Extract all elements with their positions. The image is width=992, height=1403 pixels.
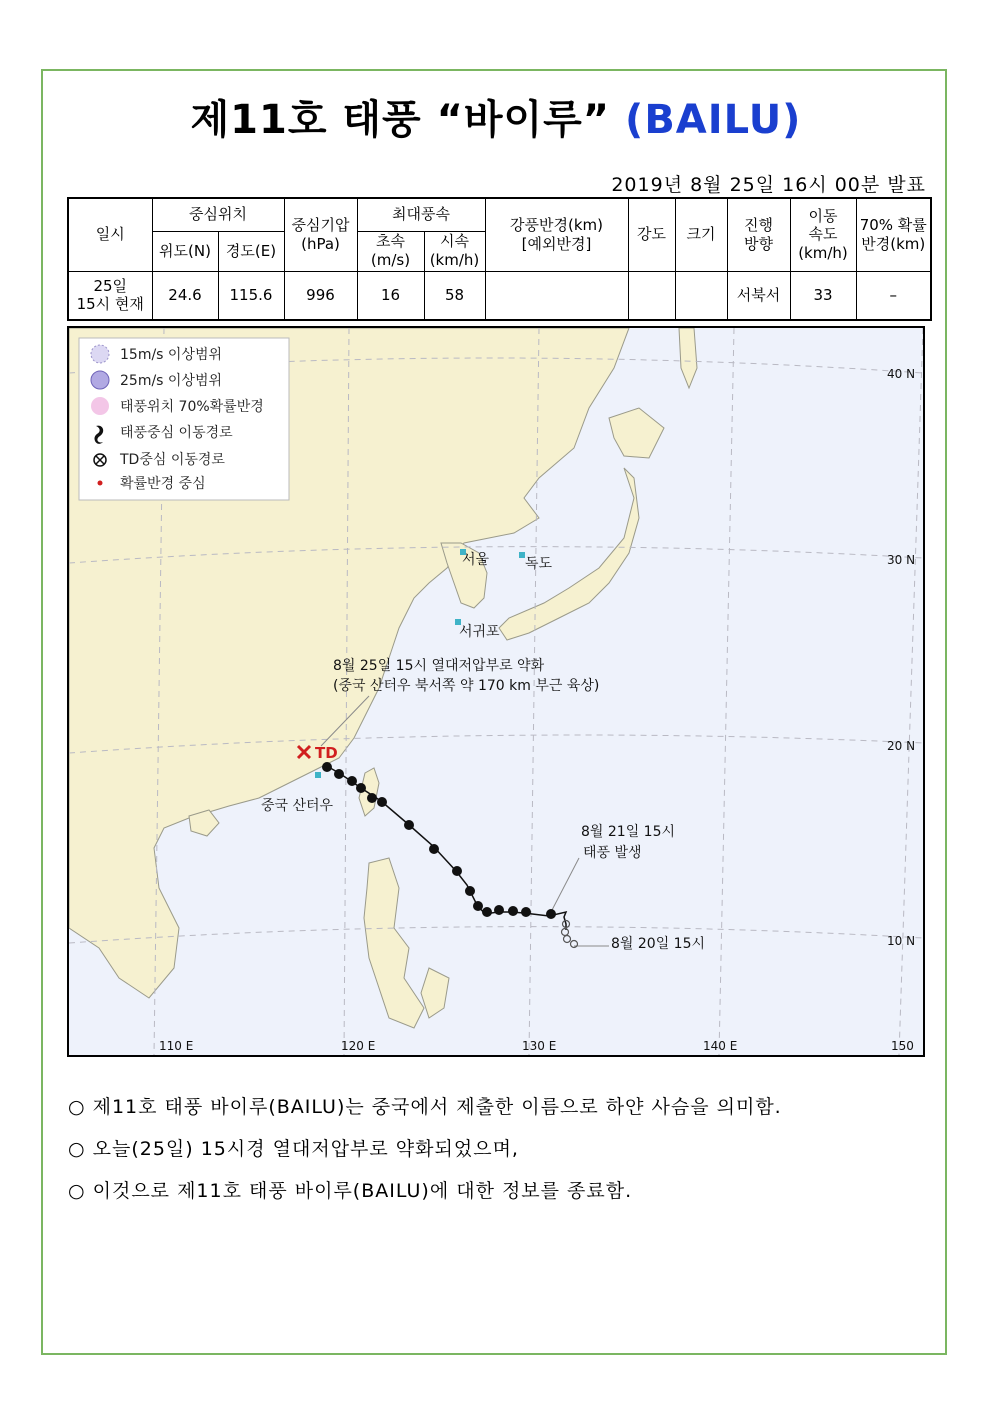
lon-label: 150 (891, 1039, 914, 1053)
cell-wind-kmh: 58 (424, 271, 485, 320)
lat-label: 30 N (887, 553, 916, 567)
typhoon-point (367, 793, 377, 803)
header-pressure: 중심기압 (hPa) (284, 198, 357, 271)
cell-direction: 서북서 (727, 271, 790, 320)
typhoon-point (482, 907, 492, 917)
page-title (0, 88, 992, 145)
shantou-marker (315, 772, 321, 778)
annotation-formation: 8월 21일 15시 (581, 824, 676, 840)
notes-list (68, 1092, 782, 1218)
typhoon-point (334, 769, 344, 779)
lon-label: 140 E (703, 1039, 738, 1053)
legend-label: 25m/s 이상범위 (120, 373, 223, 389)
typhoon-point (404, 820, 414, 830)
legend-label: 태풍중심 이동경로 (120, 425, 233, 441)
legend-label: 태풍위치 70%확률반경 (120, 399, 264, 415)
lon-label: 120 E (341, 1039, 376, 1053)
table-row (68, 271, 931, 320)
annotation-formation-label: 태풍 발생 (583, 845, 642, 861)
header-center: 중심위치 (152, 198, 284, 231)
typhoon-point (521, 907, 531, 917)
red-dot-icon (98, 481, 103, 486)
header-wind-kmh: 시속 (km/h) (424, 231, 485, 271)
cell-wind-ms: 16 (357, 271, 424, 320)
cell-longitude: 115.6 (218, 271, 284, 320)
header-intensity: 강도 (628, 198, 675, 271)
place-seoul: 서울 (462, 552, 490, 568)
typhoon-point (494, 905, 504, 915)
place-dokdo: 독도 (525, 556, 553, 572)
place-seogwipo: 서귀포 (459, 624, 500, 640)
cell-wind-radius (485, 271, 628, 320)
legend-label: 15m/s 이상범위 (120, 347, 223, 363)
header-size: 크기 (675, 198, 727, 271)
lat-label: 20 N (887, 739, 916, 753)
typhoon-point (377, 797, 387, 807)
header-probability: 70% 확률 반경(km) (856, 198, 931, 271)
typhoon-point (546, 909, 556, 919)
issue-timestamp: 2019년 8월 25일 16시 00분 발표 (611, 174, 926, 196)
legend-label: 확률반경 중심 (120, 476, 206, 492)
circle-pink-icon (91, 397, 109, 415)
circle-purple-icon (91, 371, 109, 389)
lat-label: 10 N (887, 934, 916, 948)
annotation-weaken: 8월 25일 15시 열대저압부로 약화 (333, 658, 545, 674)
lon-label: 110 E (159, 1039, 194, 1053)
typhoon-point (508, 906, 518, 916)
header-longitude: 경도(E) (218, 231, 284, 271)
typhoon-point (347, 776, 357, 786)
cell-probability: – (856, 271, 931, 320)
typhoon-point (465, 886, 475, 896)
cell-intensity (628, 271, 675, 320)
typhoon-point (452, 866, 462, 876)
typhoon-point (322, 762, 332, 772)
circle-light-purple-icon (91, 345, 109, 363)
typhoon-point (473, 901, 483, 911)
note-item: ○ 이것으로 제11호 태풍 바이루(BAILU)에 대한 정보를 종료함. (68, 1180, 633, 1202)
header-direction: 진행 방향 (727, 198, 790, 271)
place-shantou: 중국 산터우 (261, 798, 334, 814)
note-item: ○ 제11호 태풍 바이루(BAILU)는 중국에서 제출한 이름으로 하얀 사슴을 의미함. (68, 1096, 782, 1118)
header-time: 일시 (68, 198, 152, 271)
annotation-weaken-location: (중국 산터우 북서쪽 약 170 km 부근 육상) (333, 678, 600, 694)
header-max-wind: 최대풍속 (357, 198, 485, 231)
title-english: (BAILU) (625, 97, 802, 143)
map-legend (79, 338, 289, 500)
typhoon-point (429, 844, 439, 854)
cell-latitude: 24.6 (152, 271, 218, 320)
cell-pressure: 996 (284, 271, 357, 320)
typhoon-point (356, 783, 366, 793)
header-latitude: 위도(N) (152, 231, 218, 271)
annotation-start: 8월 20일 15시 (611, 936, 706, 952)
note-item: ○ 오늘(25일) 15시경 열대저압부로 약화되었으며, (68, 1138, 519, 1160)
cell-time: 25일 15시 현재 (68, 271, 152, 320)
td-label: TD (315, 744, 338, 762)
legend-label: TD중심 이동경로 (120, 452, 225, 468)
cell-speed: 33 (790, 271, 856, 320)
title-korean: 제11호 태풍 “바이루” (190, 97, 611, 143)
cell-size (675, 271, 727, 320)
header-speed: 이동 속도 (km/h) (790, 198, 856, 271)
lat-label: 40 N (887, 367, 916, 381)
header-wind-radius: 강풍반경(km) [예외반경] (485, 198, 628, 271)
typhoon-info-table (67, 197, 932, 321)
lon-label: 130 E (522, 1039, 557, 1053)
typhoon-track-map (67, 326, 925, 1057)
header-wind-ms: 초속 (m/s) (357, 231, 424, 271)
